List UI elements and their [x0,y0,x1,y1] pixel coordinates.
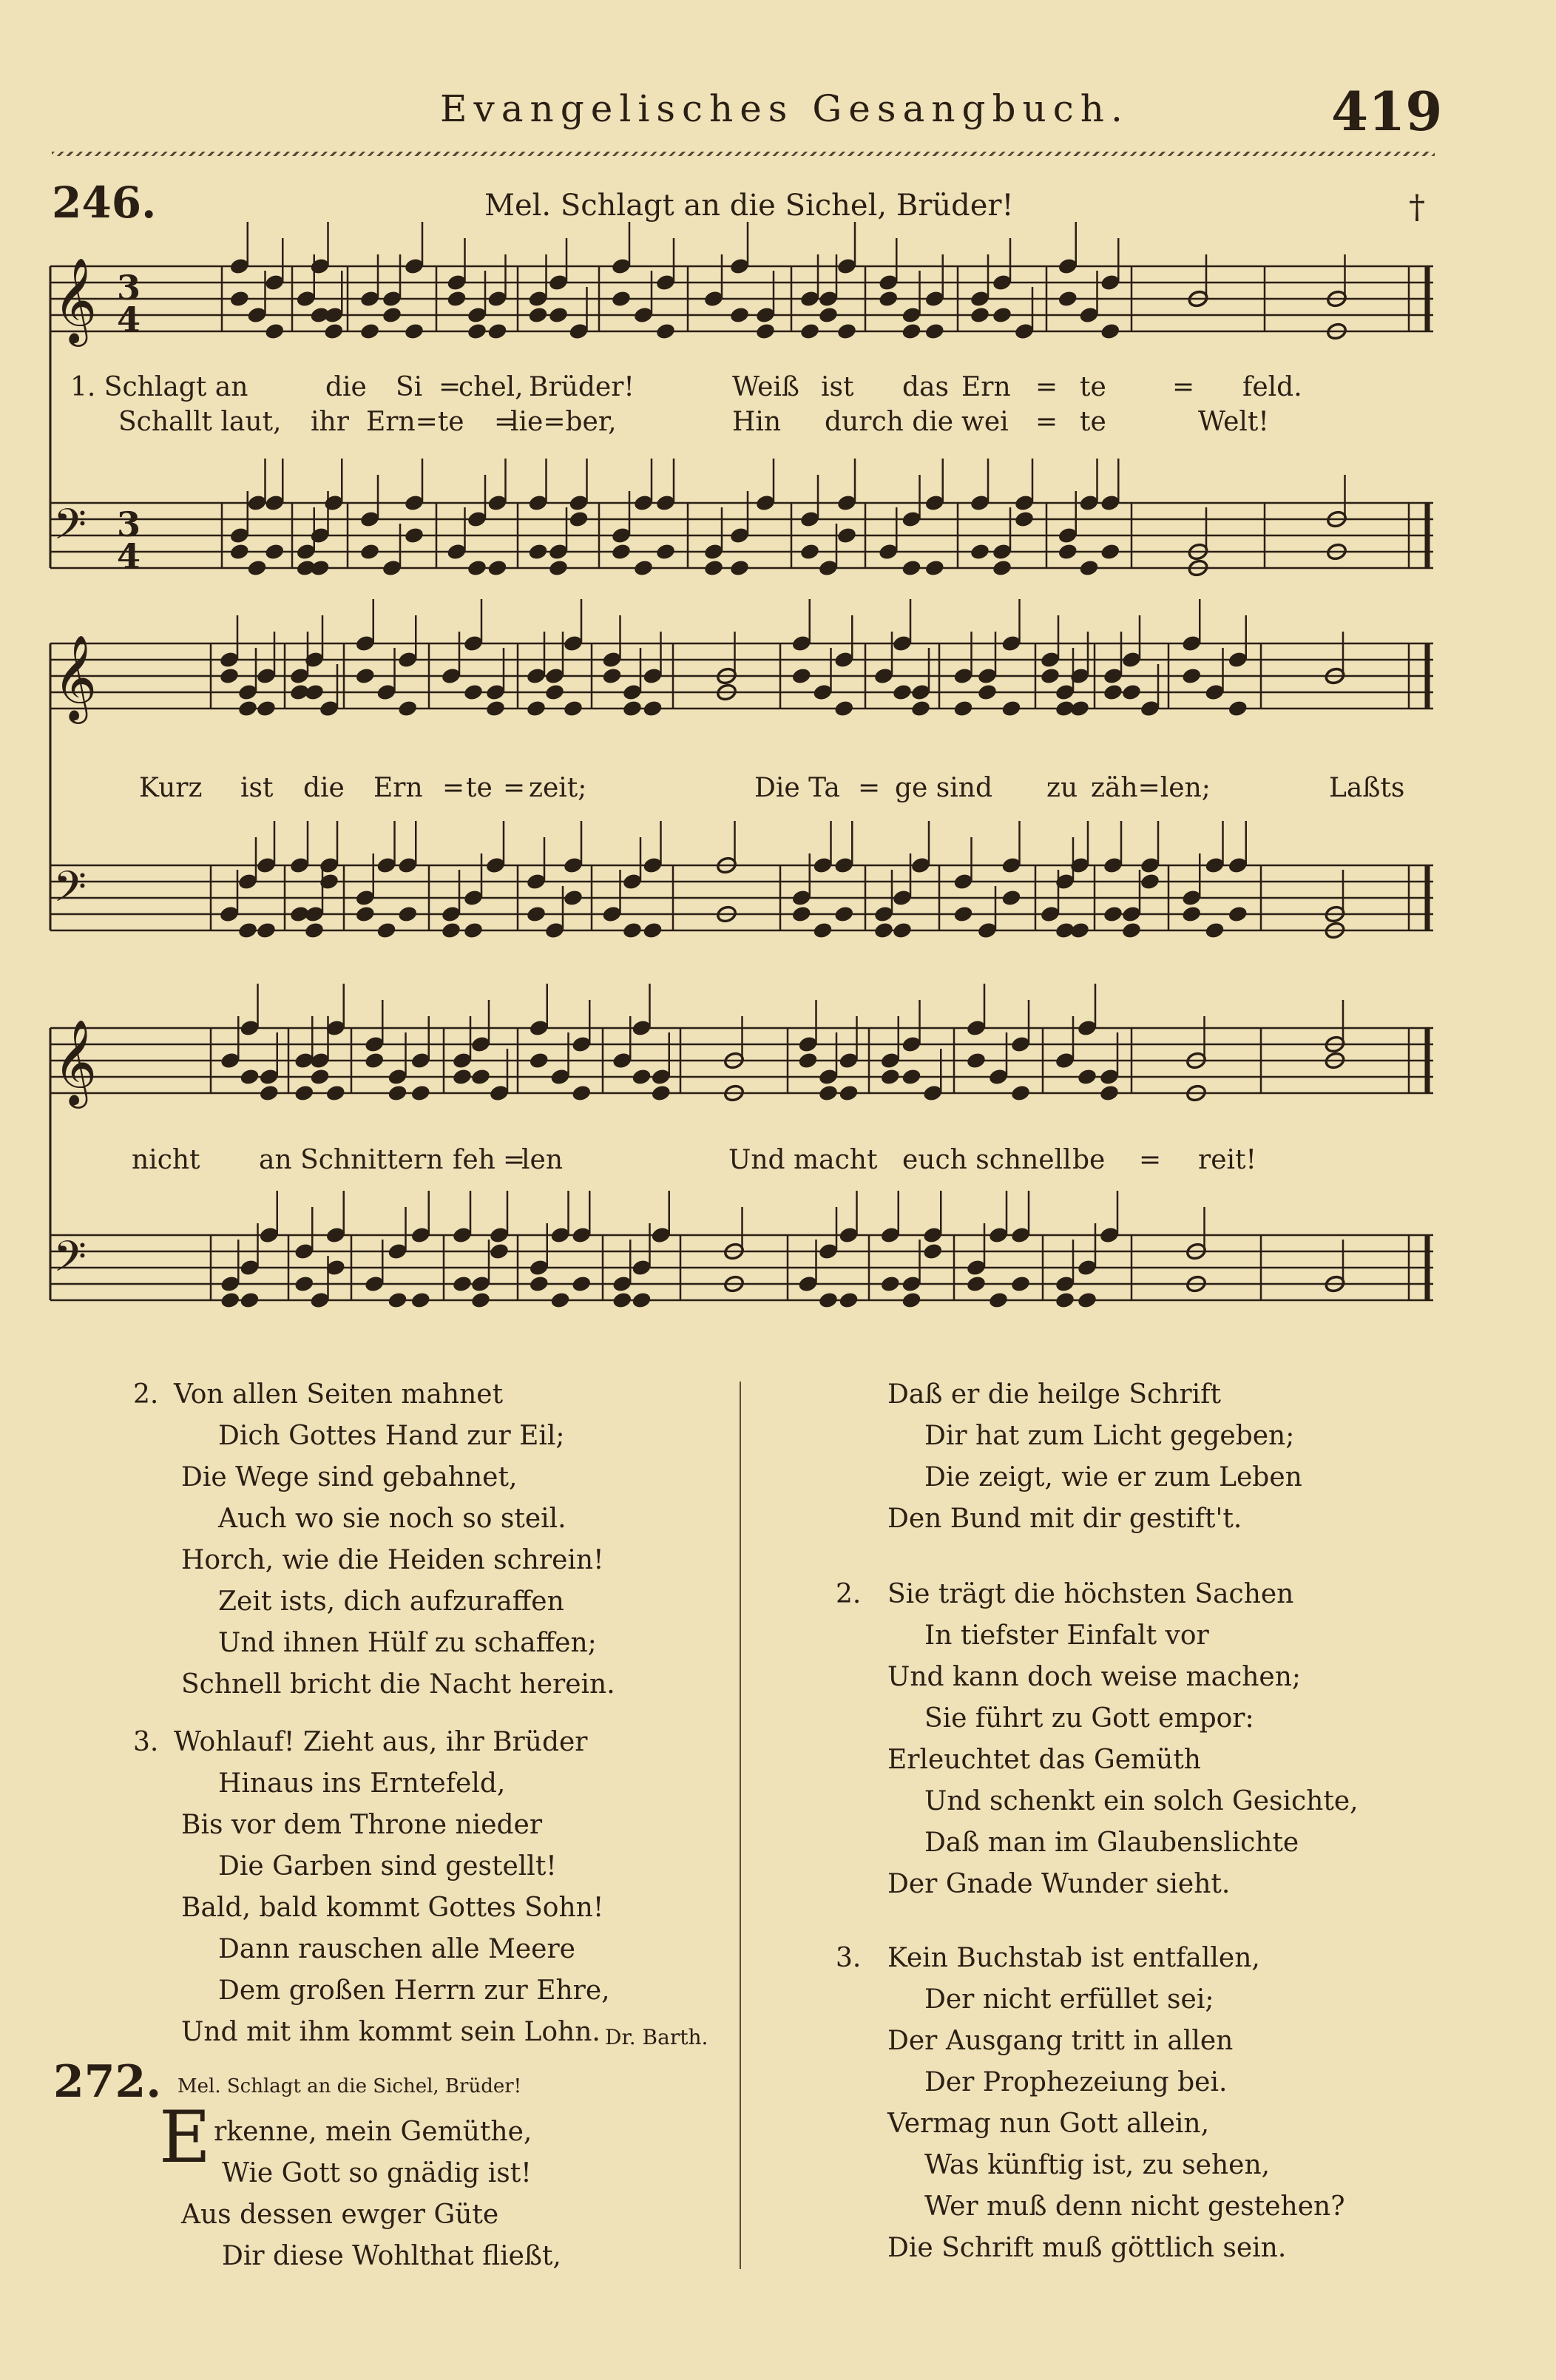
note-head [818,1083,839,1102]
verse-line: Der nicht erfüllet sei; [924,1984,1214,2015]
note-head [446,289,467,308]
verse-line: Daß man im Glaubenslichte [924,1828,1299,1858]
note-head [650,1083,672,1102]
lyric-syllable: das [902,372,949,402]
note-head [410,1083,431,1102]
note-head [549,1291,571,1309]
verse-line: Schnell bricht die Nacht herein. [181,1669,615,1700]
note-head [568,510,589,528]
note-head [323,322,345,340]
note-head [799,542,821,561]
note-head [833,699,855,717]
note-head [833,905,855,923]
running-header-title: Evangelisches Gesangbuch. [440,87,1129,130]
time-signature-top: 3 [117,268,141,308]
note-head [220,1291,241,1309]
lyric-syllable: te [1080,372,1106,402]
note-head [264,322,285,340]
note-head [526,905,547,923]
note-head [237,699,259,717]
verse-3-right [836,1938,1345,2269]
verse-line: Dann rauschen alle Meere [218,1934,575,1964]
lyric-syllable: = [442,773,465,803]
verse-line: Der Gnade Wunder sieht. [887,1869,1231,1899]
lyric-syllable: = [858,773,881,803]
time-signature-bottom: 4 [117,536,141,576]
note-head [901,322,922,340]
note-head [818,305,839,324]
note-head [631,1067,652,1086]
melody-indication-272: Mel. Schlagt an die Sichel, Brüder! [177,2075,522,2097]
note-head [988,1291,1009,1309]
note-head [467,322,488,340]
note-head [1010,1083,1032,1102]
lyric-syllable: lie=ber, [510,407,617,437]
verse-line: Aus dessen ewger Güte [181,2200,499,2230]
note-head [924,558,945,577]
lyric-line [70,372,248,402]
note-head [1204,921,1225,939]
note-head [818,1291,839,1309]
lyric-syllable: Ern [961,372,1011,402]
note-head [1099,1083,1120,1102]
note-head [452,1067,473,1086]
verse-line: Der Ausgang tritt in allen [887,2026,1234,2056]
note-head [528,1274,549,1293]
note-head [977,683,998,701]
note-head [901,1291,922,1309]
verse-line: Zeit ists, dich aufzuraffen [218,1586,564,1617]
lyric-syllable: Weiß [732,372,799,402]
lyric-syllable: len [521,1145,564,1175]
note-head [642,921,663,939]
lyric-syllable: die [303,773,345,803]
note-head [1181,666,1202,685]
note-head [1057,289,1078,308]
note-head [655,322,677,340]
lyric-syllable: te [1080,407,1106,437]
note-head [397,905,419,923]
note-head [910,699,932,717]
note-head [1103,683,1124,701]
note-head [404,322,425,340]
verse-line: Vermag nun Gott allein, [887,2109,1210,2139]
note-head [527,542,549,561]
note-head [229,289,250,308]
note-head [901,558,922,577]
verse-line: Dem großen Herrn zur Ehre, [218,1975,610,2006]
note-head [294,1083,315,1102]
note-head [382,305,403,324]
verse-number: 2. [133,1379,159,1410]
note-head [892,683,913,701]
note-head [256,699,277,717]
lyric-syllable: feld. [1242,372,1302,402]
note-head [364,1051,385,1069]
lyric-syllable: ihr [311,407,349,437]
note-head [953,699,974,717]
note-head [873,921,895,939]
verse-line: In tiefster Einfalt vor [924,1620,1209,1651]
verse-line: Wer muß denn nicht gestehen? [924,2191,1345,2222]
note-head [1078,558,1100,577]
note-head [470,1291,492,1309]
lyric-syllable: wei [961,407,1009,437]
hymn-number: 246. [52,178,157,228]
verse-line: Den Bund mit dir gestift't. [887,1504,1242,1534]
note-head [246,558,268,577]
note-head [992,558,1013,577]
verse-line: Und kann doch weise machen; [887,1662,1302,1692]
note-head [264,542,285,561]
note-head [548,305,569,324]
note-head [544,683,566,701]
note-head [1014,510,1035,528]
note-head [548,558,569,577]
lyric-syllable: reit! [1198,1145,1256,1175]
lyric-syllable: Brüder! [529,372,635,402]
note-head [642,699,663,717]
lyric-syllable: nicht [132,1145,200,1175]
note-head [1001,888,1022,907]
note-head [325,1083,346,1102]
time-signature-top: 3 [117,504,141,544]
verse-2-left [133,1374,615,1705]
note-head [1001,699,1022,717]
note-head [631,1291,652,1309]
note-head [622,921,643,939]
lyric-syllable: = [1172,372,1195,402]
note-head [237,921,259,939]
note-head [485,699,507,717]
lyric-syllable: die [325,372,367,402]
note-head [622,699,643,717]
note-head [797,1051,819,1069]
note-head [812,921,833,939]
note-head [376,921,397,939]
lyric-syllable: 1. Schlagt an [70,372,248,402]
lyric-syllable: durch die [825,407,954,437]
verse-line: Die Wege sind gebahnet, [181,1462,518,1492]
note-head [258,1083,280,1102]
note-head [441,921,462,939]
note-head [239,1291,260,1309]
verse-3-left [133,1722,610,2053]
lyric-syllable: te [466,773,493,803]
note-head [901,1067,922,1086]
note-head [633,558,654,577]
bass-clef: 𝄢 [53,1231,87,1292]
lyric-syllable: an Schnittern [259,1145,444,1175]
note-head [563,888,584,907]
verse-line: Von allen Seiten mahnet [174,1379,504,1410]
note-head [729,305,751,324]
note-head [879,1067,901,1086]
note-head [1227,699,1248,717]
treble-clef: 𝄞 [53,257,98,343]
verse-line: Die Garben sind gestellt! [218,1851,557,1882]
note-head [799,322,821,340]
note-head [387,1291,408,1309]
note-head [611,289,632,308]
note-head [470,1067,492,1086]
note-head [1055,1291,1076,1309]
note-head [404,526,425,544]
note-head [1010,1274,1032,1293]
note-head [1100,542,1121,561]
treble-clef: 𝄞 [53,634,98,720]
note-head [1069,921,1091,939]
note-head [953,905,974,923]
note-head [601,666,623,685]
verse-line: Und ihnen Hülf zu schaffen; [218,1628,597,1658]
note-head [791,666,812,685]
lyric-syllable: Die Ta [754,773,840,803]
verse-line: Der Prophezeiung bei. [924,2067,1228,2097]
note-head [729,558,751,577]
note-head [528,1051,549,1069]
treble-clef: 𝄞 [53,1018,98,1105]
lyric-syllable: Schallt laut, [118,407,282,437]
verse-line: Wie Gott so gnädig ist! [222,2158,532,2188]
note-head [1121,683,1143,701]
bass-clef: 𝄢 [53,862,87,922]
lyric-syllable: = [503,1145,526,1175]
verse-line: Bald, bald kommt Gottes Sohn! [181,1893,604,1923]
note-head [655,542,677,561]
lyric-syllable: Und macht [728,1145,878,1175]
lyric-syllable: Hin [732,407,782,437]
author-credit: Dr. Barth. [605,2025,708,2049]
note-head [1103,905,1124,923]
verse-line: Erleuchtet das Gemüth [887,1745,1201,1775]
page-number: 419 [1331,80,1443,143]
note-head [924,322,945,340]
note-head [892,921,913,939]
note-head [922,1242,944,1260]
note-head [1121,921,1143,939]
drop-capital: E [159,2096,212,2179]
verse-2-right [836,1574,1359,1905]
verse-number: 2. [836,1579,862,1609]
note-head [611,542,632,561]
verse-line: Bis vor dem Throne nieder [181,1810,543,1840]
lyric-syllable: = [1035,372,1058,402]
verse-line: Und schenkt ein solch Gesichte, [924,1786,1359,1816]
verse-line: Daß er die heilge Schrift [887,1379,1221,1410]
note-head [294,1274,315,1293]
lyric-syllable: Laßts [1329,773,1405,803]
verse-number: 3. [133,1727,159,1757]
note-head [527,305,549,324]
note-head [304,921,325,939]
lyric-syllable: = [494,407,517,437]
note-head [836,526,858,544]
verse-line: Sie trägt die höchsten Sachen [887,1579,1294,1609]
verse-line: Die zeigt, wie er zum Leben [924,1462,1302,1492]
note-head [836,322,858,340]
note-head [970,305,991,324]
note-head [970,542,991,561]
note-head [571,1274,592,1293]
verse-line: Kein Buchstab ist entfallen, [887,1943,1260,1973]
verse-line: Dir hat zum Licht gegeben; [924,1421,1295,1451]
note-head [219,666,240,685]
verse-1-continuation [887,1374,1302,1540]
note-head [612,1291,633,1309]
lyric-syllable: ge sind [895,773,993,803]
note-head [791,905,812,923]
note-head [563,699,584,717]
lyric-syllable: be [1072,1145,1106,1175]
lyric-syllable: Welt! [1198,407,1269,437]
note-head [256,921,277,939]
note-head [878,289,899,308]
verse-line: Wohlauf! Zieht aus, ihr Brüder [174,1727,588,1757]
note-head [354,905,376,923]
hymn-number-272: 272. [53,2056,162,2108]
verse-line: Dich Gottes Hand zur Eil; [218,1421,565,1451]
note-head [966,1274,987,1293]
note-head [452,1274,473,1293]
note-head [487,558,508,577]
verse-line: rkenne, mein Gemüthe, [214,2117,532,2147]
note-head [309,1067,331,1086]
note-head [703,558,725,577]
verse-line: Die Schrift muß göttlich sein. [887,2233,1287,2263]
note-head [489,1242,510,1260]
lyric-syllable: ist [821,372,854,402]
note-head [359,322,381,340]
note-head [1057,542,1078,561]
verse-number: 3. [836,1943,862,1973]
lyric-syllable: Si [396,372,423,402]
lyric-syllable: zu [1046,773,1078,803]
note-head [354,666,376,685]
note-head [966,1051,987,1069]
note-head [239,1067,260,1086]
bass-clef: 𝄢 [53,499,87,560]
time-signature-bottom: 4 [117,300,141,339]
note-head [397,699,419,717]
dagger-mark: † [1409,189,1425,226]
note-head [463,683,484,701]
note-head [1069,699,1091,717]
note-head [838,1083,859,1102]
note-head [1040,666,1061,685]
note-head [1181,905,1202,923]
note-head [229,542,250,561]
lyric-syllable: = [503,773,526,803]
note-head [309,558,331,577]
note-head [487,322,508,340]
melody-indication: Mel. Schlagt an die Sichel, Brüder! [484,189,1014,223]
verse-line: Dir diese Wohlthat fließt, [222,2241,561,2271]
note-head [992,305,1013,324]
verse-line: Auch wo sie noch so steil. [218,1504,566,1534]
note-head [755,322,777,340]
note-head [387,1083,408,1102]
lyric-syllable: feh [453,1145,495,1175]
note-head [304,683,325,701]
note-head [410,1291,431,1309]
lyric-syllable: ist [240,773,274,803]
lyric-syllable: Kurz [139,773,203,803]
lyric-syllable: Ern [373,773,423,803]
lyric-syllable: zäh=len; [1091,773,1211,803]
verse-line: Was künftig ist, zu sehen, [924,2150,1271,2180]
note-head [463,921,484,939]
column-divider [740,1382,741,2269]
note-head [526,699,547,717]
note-head [1077,1067,1098,1086]
note-head [571,1083,592,1102]
note-head [1077,1291,1098,1309]
note-head [1140,872,1161,890]
lyric-syllable: = [1139,1145,1162,1175]
verse-line: Sie führt zu Gott empor: [924,1703,1254,1734]
lyric-syllable: = [1035,407,1058,437]
note-head [838,1291,859,1309]
note-head [879,1274,901,1293]
lyric-syllable: Ern=te [366,407,464,437]
note-head [359,542,381,561]
lyric-syllable: chel, [459,372,524,402]
verse-line: Horch, wie die Heiden schrein! [181,1545,604,1575]
verse-line: Hinaus ins Erntefeld, [218,1768,506,1799]
note-head [1100,322,1121,340]
note-head [1227,905,1248,923]
verse-line: Und mit ihm kommt sein Lohn. [181,2017,601,2047]
hymn-272-verse-1 [159,2096,561,2277]
note-head [467,558,488,577]
lyric-syllable: = [439,372,461,402]
lyric-syllable: zeit; [529,773,587,803]
lyric-syllable: euch schnell [902,1145,1072,1175]
